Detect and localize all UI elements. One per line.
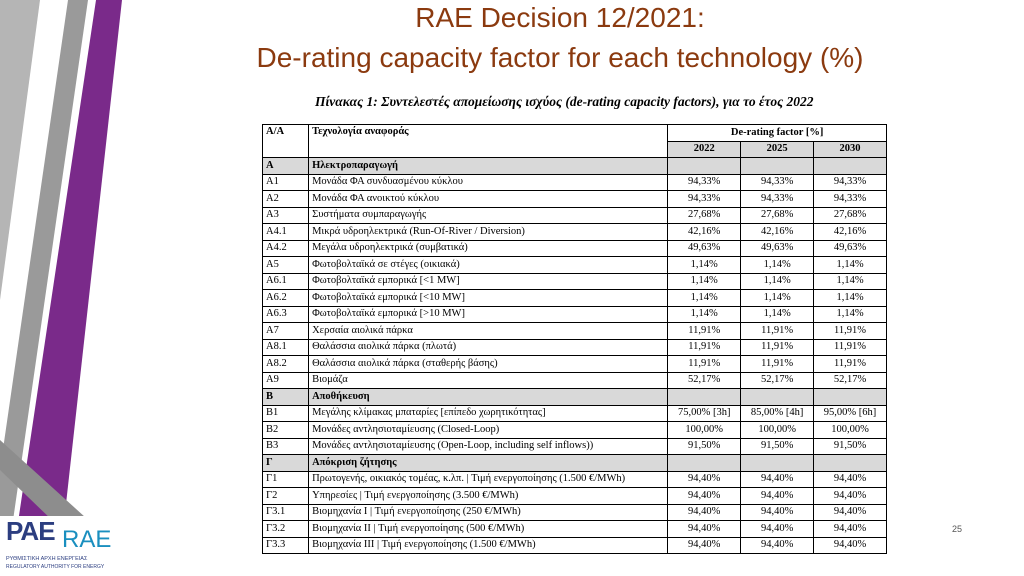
value-2022: 11,91% bbox=[668, 356, 741, 373]
value-2025: 11,91% bbox=[741, 323, 814, 340]
row-id: Α5 bbox=[263, 257, 309, 274]
table-row bbox=[263, 521, 887, 538]
table-row bbox=[263, 356, 887, 373]
section-empty-cell bbox=[741, 389, 814, 406]
row-id: Γ3.2 bbox=[263, 521, 309, 538]
value-2030: 94,40% bbox=[814, 504, 887, 521]
section-empty-cell bbox=[814, 158, 887, 175]
section-empty-cell bbox=[814, 455, 887, 472]
value-2022: 100,00% bbox=[668, 422, 741, 439]
section-row bbox=[263, 158, 887, 175]
table-row bbox=[263, 224, 887, 241]
row-technology: Φωτοβολταϊκά εμπορικά [<10 MW] bbox=[309, 290, 668, 307]
row-technology: Μεγάλα υδροηλεκτρικά (συμβατικά) bbox=[309, 240, 668, 257]
table-row bbox=[263, 339, 887, 356]
row-id: Α7 bbox=[263, 323, 309, 340]
row-technology: Βιομάζα bbox=[309, 372, 668, 389]
value-2022: 94,33% bbox=[668, 191, 741, 208]
value-2030: 94,40% bbox=[814, 521, 887, 538]
row-id: Γ3.1 bbox=[263, 504, 309, 521]
section-name: Απόκριση ζήτησης bbox=[309, 455, 668, 472]
header-aa: Α/Α bbox=[263, 125, 309, 158]
value-2030: 94,33% bbox=[814, 174, 887, 191]
section-row bbox=[263, 389, 887, 406]
value-2030: 94,33% bbox=[814, 191, 887, 208]
header-year-2030: 2030 bbox=[814, 141, 887, 158]
row-id: Α6.3 bbox=[263, 306, 309, 323]
value-2022: 1,14% bbox=[668, 306, 741, 323]
section-name: Ηλεκτροπαραγωγή bbox=[309, 158, 668, 175]
value-2025: 11,91% bbox=[741, 356, 814, 373]
section-id: Γ bbox=[263, 455, 309, 472]
section-id: Α bbox=[263, 158, 309, 175]
section-empty-cell bbox=[668, 455, 741, 472]
value-2030: 1,14% bbox=[814, 290, 887, 307]
section-row bbox=[263, 455, 887, 472]
value-2025: 94,40% bbox=[741, 471, 814, 488]
row-technology: Συστήματα συμπαραγωγής bbox=[309, 207, 668, 224]
header-year-2025: 2025 bbox=[741, 141, 814, 158]
table-row bbox=[263, 488, 887, 505]
row-technology: Θαλάσσια αιολικά πάρκα (σταθερής βάσης) bbox=[309, 356, 668, 373]
value-2025: 52,17% bbox=[741, 372, 814, 389]
value-2022: 49,63% bbox=[668, 240, 741, 257]
row-id: Β2 bbox=[263, 422, 309, 439]
section-empty-cell bbox=[668, 389, 741, 406]
row-id: Α4.1 bbox=[263, 224, 309, 241]
value-2022: 94,40% bbox=[668, 488, 741, 505]
logo-rae: RAE bbox=[62, 526, 112, 553]
table-row bbox=[263, 174, 887, 191]
section-id: Β bbox=[263, 389, 309, 406]
row-id: Α3 bbox=[263, 207, 309, 224]
value-2022: 11,91% bbox=[668, 323, 741, 340]
row-id: Γ2 bbox=[263, 488, 309, 505]
logo-subtitle-english: REGULATORY AUTHORITY FOR ENERGY bbox=[6, 564, 105, 570]
row-technology: Βιομηχανία Ι | Τιμή ενεργοποίησης (250 €/MWh) bbox=[309, 504, 668, 521]
value-2030: 11,91% bbox=[814, 339, 887, 356]
value-2030: 49,63% bbox=[814, 240, 887, 257]
value-2030: 1,14% bbox=[814, 273, 887, 290]
row-id: Β3 bbox=[263, 438, 309, 455]
value-2022: 94,40% bbox=[668, 537, 741, 554]
page-title-line1: RAE Decision 12/2021: bbox=[415, 2, 705, 33]
value-2025: 11,91% bbox=[741, 339, 814, 356]
row-technology: Φωτοβολταϊκά εμπορικά [>10 MW] bbox=[309, 306, 668, 323]
value-2025: 94,40% bbox=[741, 504, 814, 521]
row-technology: Βιομηχανία ΙΙΙ | Τιμή ενεργοποίησης (1.500 €/MWh) bbox=[309, 537, 668, 554]
row-technology: Υπηρεσίες | Τιμή ενεργοποίησης (3.500 €/MWh) bbox=[309, 488, 668, 505]
value-2030: 11,91% bbox=[814, 356, 887, 373]
table-row bbox=[263, 240, 887, 257]
value-2022: 94,40% bbox=[668, 504, 741, 521]
value-2030: 95,00% [6h] bbox=[814, 405, 887, 422]
value-2030: 52,17% bbox=[814, 372, 887, 389]
row-id: Α2 bbox=[263, 191, 309, 208]
value-2025: 42,16% bbox=[741, 224, 814, 241]
page-title-line2: De-rating capacity factor for each technology (%) bbox=[256, 42, 864, 73]
value-2022: 1,14% bbox=[668, 273, 741, 290]
value-2030: 100,00% bbox=[814, 422, 887, 439]
value-2025: 27,68% bbox=[741, 207, 814, 224]
table-row bbox=[263, 405, 887, 422]
value-2025: 91,50% bbox=[741, 438, 814, 455]
value-2022: 91,50% bbox=[668, 438, 741, 455]
row-technology: Μονάδα ΦΑ ανοικτού κύκλου bbox=[309, 191, 668, 208]
value-2025: 94,40% bbox=[741, 537, 814, 554]
value-2022: 75,00% [3h] bbox=[668, 405, 741, 422]
value-2022: 1,14% bbox=[668, 290, 741, 307]
page-number: 25 bbox=[952, 524, 963, 534]
value-2030: 94,40% bbox=[814, 471, 887, 488]
table-row bbox=[263, 273, 887, 290]
value-2025: 94,40% bbox=[741, 521, 814, 538]
row-technology: Θαλάσσια αιολικά πάρκα (πλωτά) bbox=[309, 339, 668, 356]
value-2025: 1,14% bbox=[741, 306, 814, 323]
row-technology: Μονάδα ΦΑ συνδυασμένου κύκλου bbox=[309, 174, 668, 191]
value-2025: 100,00% bbox=[741, 422, 814, 439]
row-technology: Φωτοβολταϊκά εμπορικά [<1 MW] bbox=[309, 273, 668, 290]
table-row bbox=[263, 438, 887, 455]
table-row bbox=[263, 257, 887, 274]
value-2025: 1,14% bbox=[741, 290, 814, 307]
value-2022: 11,91% bbox=[668, 339, 741, 356]
value-2030: 42,16% bbox=[814, 224, 887, 241]
row-technology: Μονάδες αντλησιοταμίευσης (Closed-Loop) bbox=[309, 422, 668, 439]
table-row bbox=[263, 504, 887, 521]
table-row bbox=[263, 207, 887, 224]
table-row bbox=[263, 191, 887, 208]
section-empty-cell bbox=[814, 389, 887, 406]
value-2030: 94,40% bbox=[814, 537, 887, 554]
row-technology: Βιομηχανία ΙΙ | Τιμή ενεργοποίησης (500 €/MWh) bbox=[309, 521, 668, 538]
value-2025: 49,63% bbox=[741, 240, 814, 257]
section-empty-cell bbox=[741, 158, 814, 175]
header-technology: Τεχνολογία αναφοράς bbox=[309, 125, 668, 158]
row-technology: Μονάδες αντλησιοταμίευσης (Open-Loop, including self inflows)) bbox=[309, 438, 668, 455]
value-2022: 42,16% bbox=[668, 224, 741, 241]
row-technology: Μεγάλης κλίμακας μπαταρίες [επίπεδο χωρητικότητας] bbox=[309, 405, 668, 422]
value-2030: 11,91% bbox=[814, 323, 887, 340]
value-2022: 94,40% bbox=[668, 521, 741, 538]
value-2025: 85,00% [4h] bbox=[741, 405, 814, 422]
decorative-stripes bbox=[0, 0, 140, 576]
row-id: Β1 bbox=[263, 405, 309, 422]
row-id: Γ1 bbox=[263, 471, 309, 488]
table-row bbox=[263, 422, 887, 439]
value-2025: 1,14% bbox=[741, 273, 814, 290]
row-technology: Χερσαία αιολικά πάρκα bbox=[309, 323, 668, 340]
row-technology: Μικρά υδροηλεκτρικά (Run-Of-River / Diversion) bbox=[309, 224, 668, 241]
header-year-2022: 2022 bbox=[668, 141, 741, 158]
value-2022: 94,40% bbox=[668, 471, 741, 488]
header-derating: De-rating factor [%] bbox=[668, 125, 887, 142]
row-id: Α8.1 bbox=[263, 339, 309, 356]
section-empty-cell bbox=[741, 455, 814, 472]
value-2025: 94,33% bbox=[741, 191, 814, 208]
row-id: Α4.2 bbox=[263, 240, 309, 257]
logo-pae: PAE bbox=[6, 516, 55, 546]
value-2022: 94,33% bbox=[668, 174, 741, 191]
row-id: Α6.1 bbox=[263, 273, 309, 290]
value-2022: 52,17% bbox=[668, 372, 741, 389]
value-2030: 91,50% bbox=[814, 438, 887, 455]
table-row bbox=[263, 471, 887, 488]
value-2025: 94,33% bbox=[741, 174, 814, 191]
value-2025: 94,40% bbox=[741, 488, 814, 505]
row-technology: Πρωτογενής, οικιακός τομέας, κ.λπ. | Τιμή ενεργοποίησης (1.500 €/MWh) bbox=[309, 471, 668, 488]
row-id: Α6.2 bbox=[263, 290, 309, 307]
value-2022: 1,14% bbox=[668, 257, 741, 274]
table-header-row bbox=[263, 125, 887, 142]
table-row bbox=[263, 290, 887, 307]
value-2022: 27,68% bbox=[668, 207, 741, 224]
section-name: Αποθήκευση bbox=[309, 389, 668, 406]
row-id: Γ3.3 bbox=[263, 537, 309, 554]
table-row bbox=[263, 537, 887, 554]
table-row bbox=[263, 306, 887, 323]
row-id: Α1 bbox=[263, 174, 309, 191]
table-row bbox=[263, 372, 887, 389]
table-caption: Πίνακας 1: Συντελεστές απομείωσης ισχύος (de-rating capacity factors), για το έτος 2022 bbox=[315, 94, 814, 109]
logo-subtitle-greek: ΡΥΘΜΙΣΤΙΚΗ ΑΡΧΗ ΕΝΕΡΓΕΙΑΣ bbox=[6, 556, 88, 562]
value-2030: 1,14% bbox=[814, 306, 887, 323]
row-technology: Φωτοβολταϊκά σε στέγες (οικιακά) bbox=[309, 257, 668, 274]
derating-table bbox=[262, 124, 887, 554]
row-id: Α8.2 bbox=[263, 356, 309, 373]
section-empty-cell bbox=[668, 158, 741, 175]
value-2030: 27,68% bbox=[814, 207, 887, 224]
value-2030: 94,40% bbox=[814, 488, 887, 505]
table-row bbox=[263, 323, 887, 340]
value-2030: 1,14% bbox=[814, 257, 887, 274]
value-2025: 1,14% bbox=[741, 257, 814, 274]
row-id: Α9 bbox=[263, 372, 309, 389]
